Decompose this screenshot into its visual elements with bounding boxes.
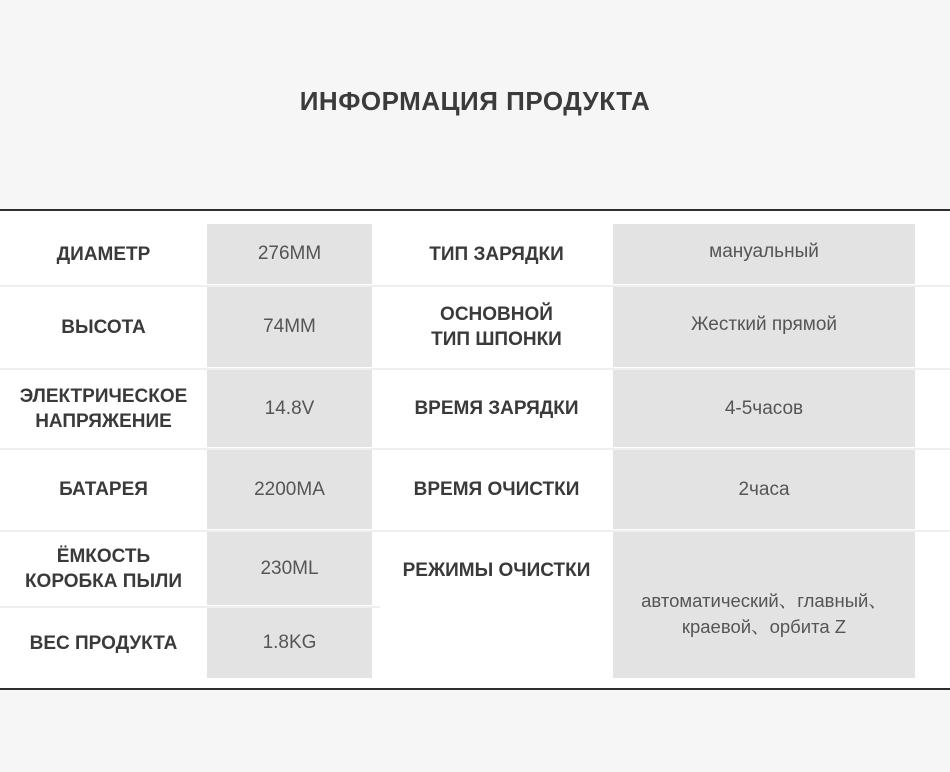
spec-label-height: ВЫСОТА [61, 316, 146, 338]
spec-label-battery: БАТАРЕЯ [59, 479, 148, 500]
spec-label-clean-time: ВРЕМЯ ОЧИСТКИ [413, 479, 580, 500]
spec-value-battery: 2200MA [207, 450, 372, 529]
spec-value-dustbox: 230ML [207, 532, 372, 605]
spec-label-weight: ВЕС ПРОДУКТА [29, 632, 178, 654]
page-title: ИНФОРМАЦИЯ ПРОДУКТА [299, 86, 651, 116]
spec-value-voltage: 14.8V [207, 370, 372, 447]
spec-value-clean-modes: автоматический、главный、 краевой、орбита Z [613, 532, 915, 678]
spec-value-key-type: Жесткий прямой [613, 287, 915, 367]
spec-label-charge-time: ВРЕМЯ ЗАРЯДКИ [414, 398, 579, 419]
spec-label-diameter: ДИАМЕТР [56, 243, 151, 265]
spec-value-charge-type: мануальный [613, 224, 915, 284]
spec-label-charge-type: ТИП ЗАРЯДКИ [429, 243, 564, 265]
table-top-rule [0, 209, 950, 211]
spec-value-charge-time: 4-5часов [613, 370, 915, 447]
spec-value-weight: 1.8KG [207, 608, 372, 678]
spec-label-voltage: ЭЛЕКТРИЧЕСКОЕ НАПРЯЖЕНИЕ [19, 385, 188, 432]
table-bottom-rule [0, 688, 950, 690]
spec-value-height: 74MM [207, 287, 372, 367]
spec-label-dustbox: ЁМКОСТЬ КОРОБКА ПЫЛИ [24, 545, 183, 592]
spec-label-key-type: ОСНОВНОЙ ТИП ШПОНКИ [431, 304, 562, 350]
spec-value-clean-time: 2часа [613, 450, 915, 529]
spec-label-clean-modes: РЕЖИМЫ ОЧИСТКИ [402, 559, 591, 581]
spec-value-diameter: 276MM [207, 224, 372, 284]
